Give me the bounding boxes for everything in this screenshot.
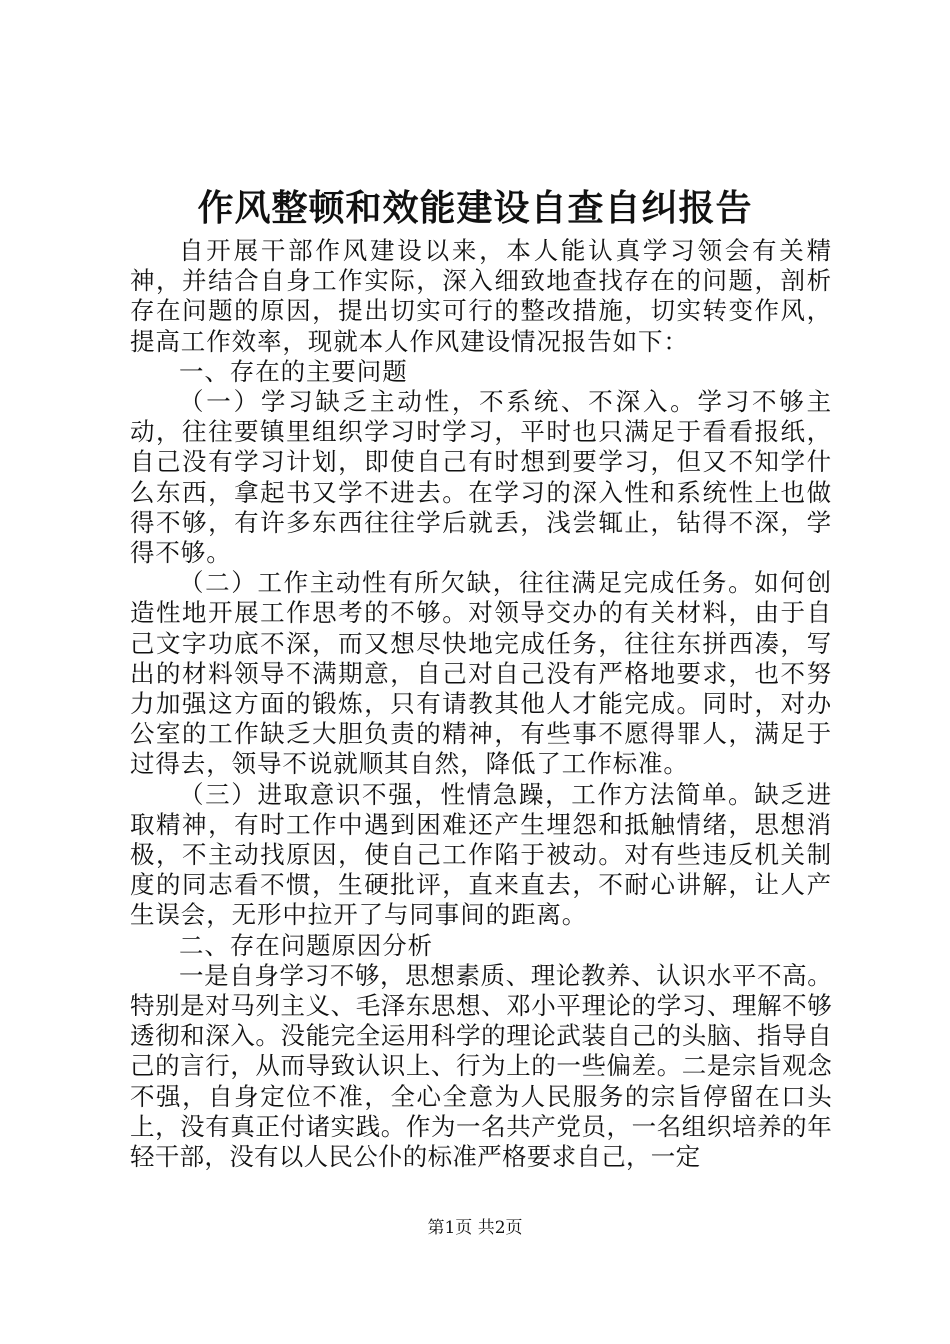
document-body [130,236,832,1172]
section-heading-1: 一、存在的主要问题 [179,356,408,386]
paragraph-intro: 自开展干部作风建设以来，本人能认真学习领会有关精神，并结合自身工作实际，深入细致地查找存在的问题，剖析存在问题的原因，提出切实可行的整改措施，切实转变作风，提高工作效率，现就本人作风建设情况报告如下： [130,236,832,356]
document-title: 作风整顿和效能建设自查自纠报告 [197,187,753,229]
page-number: 第1页 共2页 [427,1218,523,1238]
paragraph-issue-2: （二）工作主动性有所欠缺，往往满足完成任务。如何创造性地开展工作思考的不够。对领导交办的有关材料，由于自己文字功底不深，而又想尽快地完成任务，往往东拼西凑，写出的材料领导不满期意，自己对自己没有严格地要求，也不努力加强这方面的锻炼，只有请教其他人才能完成。同时，对办公室的工作缺乏大胆负责的精神，有些事不愿得罪人，满足于过得去，领导不说就顺其自然，降低了工作标准。 [130,568,832,779]
paragraph-issue-1: （一）学习缺乏主动性，不系统、不深入。学习不够主动，往往要镇里组织学习时学习，平时也只满足于看看报纸，自己没有学习计划，即使自己有时想到要学习，但又不知学什么东西，拿起书又学不进去。在学习的深入性和系统性上也做得不够，有许多东西往往学后就丢，浅尝辄止，钻得不深，学得不够。 [130,387,832,568]
paragraph-issue-3: （三）进取意识不强，性情急躁，工作方法简单。缺乏进取精神，有时工作中遇到困难还产生埋怨和抵触情绪，思想消极，不主动找原因，使自己工作陷于被动。对有些违反机关制度的同志看不惯，生硬批评，直来直去，不耐心讲解，让人产生误会，无形中拉开了与同事间的距离。 [130,779,832,930]
paragraph-cause-analysis: 一是自身学习不够，思想素质、理论教养、认识水平不高。特别是对马列主义、毛泽东思想、邓小平理论的学习、理解不够透彻和深入。没能完全运用科学的理论武装自己的头脑、指导自己的言行，从而导致认识上、行为上的一些偏差。二是宗旨观念不强，自身定位不准，全心全意为人民服务的宗旨停留在口头上，没有真正付诸实践。作为一名共产党员，一名组织培养的年轻干部，没有以人民公仆的标准严格要求自己，一定 [130,960,832,1172]
section-heading-2: 二、存在问题原因分析 [179,930,433,960]
